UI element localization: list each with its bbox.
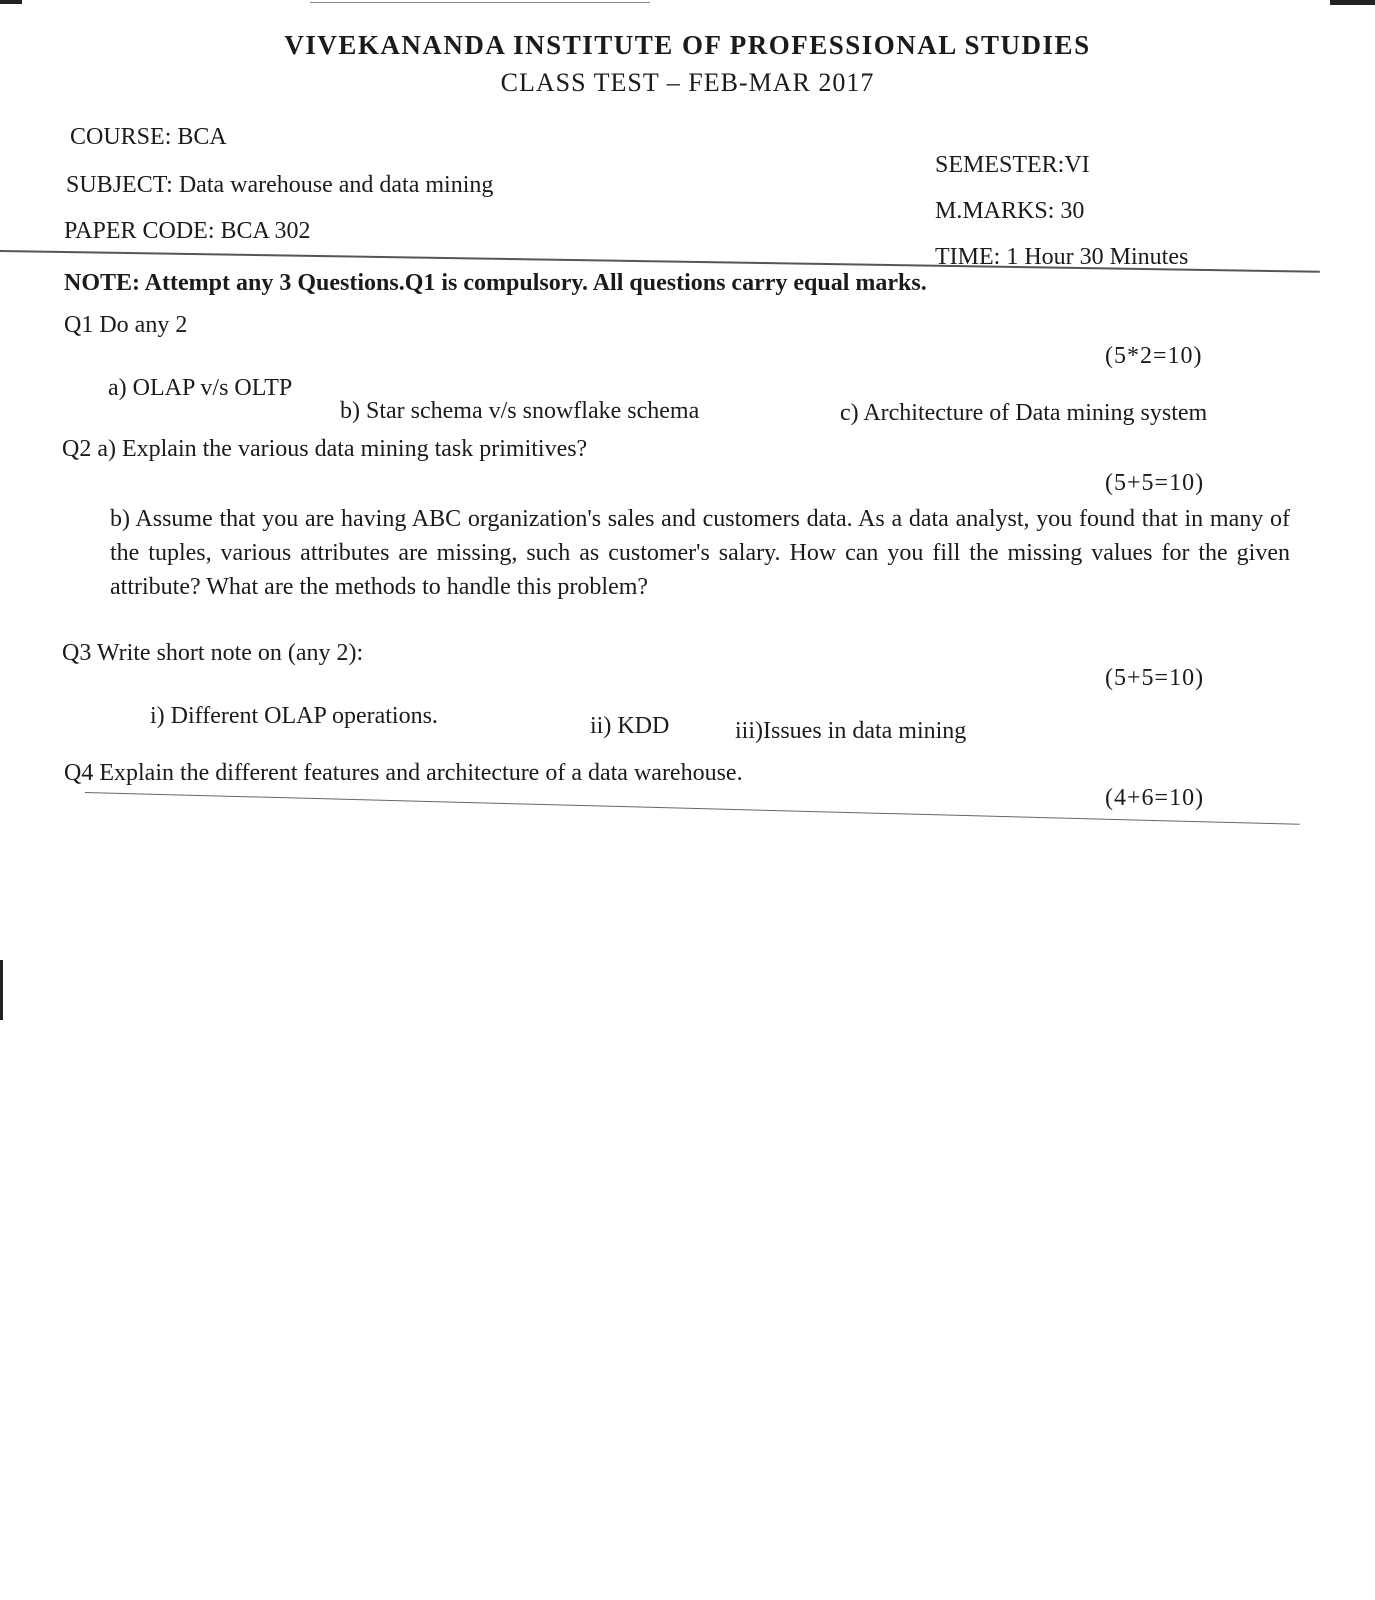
scan-edge-top-right [1330,0,1375,5]
course-label: COURSE: BCA [70,124,227,150]
paper-code-label: PAPER CODE: BCA 302 [64,218,311,244]
q4-marks: (4+6=10) [1105,785,1205,811]
q2-part-a: Q2 a) Explain the various data mining task primitives? [62,436,588,462]
top-border-line [310,2,650,3]
q3-item-iii: iii)Issues in data mining [735,718,967,744]
note-text: NOTE: Attempt any 3 Questions.Q1 is compulsory. All questions carry equal marks. [64,270,927,296]
q1-option-c: c) Architecture of Data mining system [840,400,1208,426]
q2-marks: (5+5=10) [1105,470,1205,496]
q3-item-ii: ii) KDD [590,713,670,739]
q1-marks: (5*2=10) [1105,343,1203,369]
q3-label: Q3 Write short note on (any 2): [62,640,364,666]
q1-label: Q1 Do any 2 [64,312,188,338]
institute-title: VIVEKANANDA INSTITUTE OF PROFESSIONAL STUDIES [284,30,1091,60]
q1-option-a: a) OLAP v/s OLTP [108,375,293,401]
subject-label: SUBJECT: Data warehouse and data mining [66,172,494,198]
scan-edge-top-left [0,0,22,4]
q1-option-b: b) Star schema v/s snowflake schema [340,398,700,424]
q4-text: Q4 Explain the different features and architecture of a data warehouse. [64,760,743,786]
q3-item-i: i) Different OLAP operations. [150,703,438,729]
time-label: TIME: 1 Hour 30 Minutes [935,244,1189,270]
semester-label: SEMESTER:VI [935,152,1090,178]
max-marks-label: M.MARKS: 30 [935,198,1085,224]
q2-part-b: b) Assume that you are having ABC organization's sales and customers data. As a data analyst, you found that in many of the tuples, various attributes are missing, such as customer's salary. How can you fill the missing values for the given attribute? What are the methods to handle this problem? [110,506,1290,600]
test-title: CLASS TEST – FEB-MAR 2017 [500,68,875,97]
scan-edge-left [0,960,3,1020]
q3-marks: (5+5=10) [1105,665,1205,691]
